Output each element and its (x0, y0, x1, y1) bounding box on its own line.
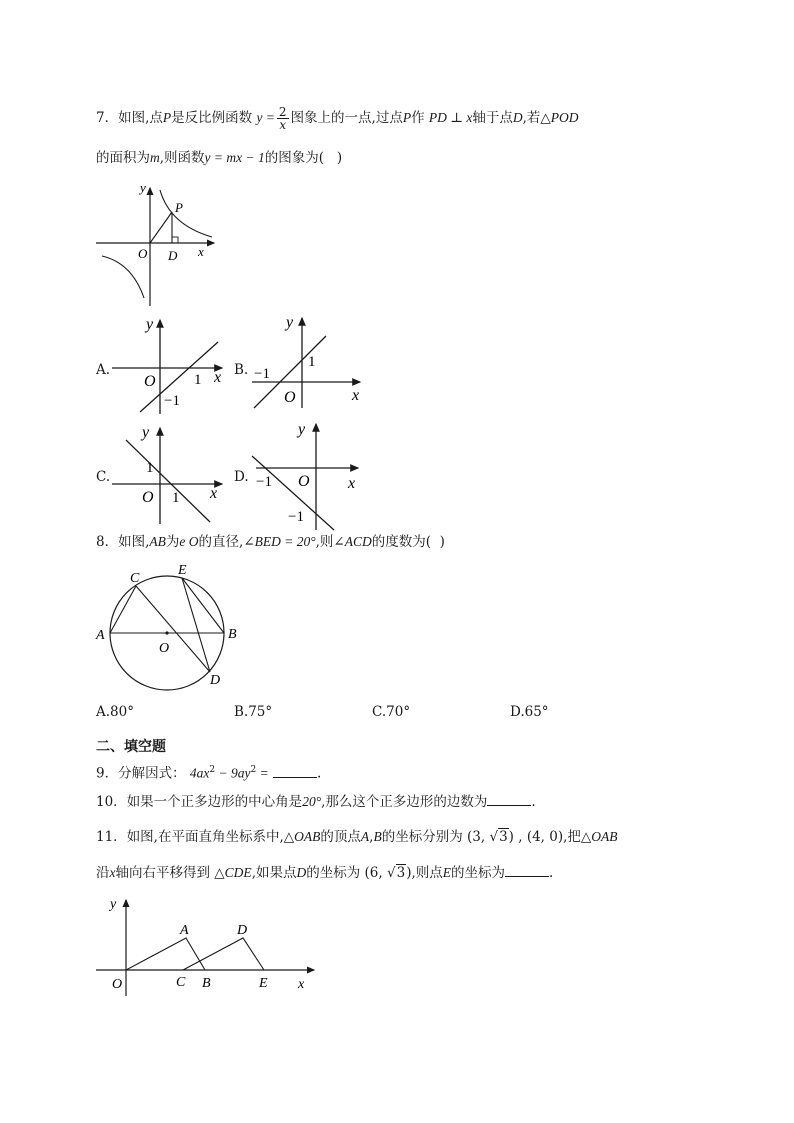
opt-a-label-neg1: −1 (164, 393, 180, 409)
q7-text-a: 如图,点 (118, 110, 163, 126)
opt-a-label-1: 1 (194, 372, 202, 388)
q7-fn2: y = mx − 1 (204, 150, 265, 165)
q7-line2-a: 的面积为 (96, 150, 150, 166)
q9-ay: ay (237, 765, 251, 781)
q11-line2-f: 的坐标为 (451, 865, 506, 881)
q11-line1: 11．如图,在平面直角坐标系中,△OAB的顶点A,B的坐标分别为 (3, √3) , (4, 0),把△OAB (96, 829, 618, 845)
q7-option-c-graph[interactable] (110, 420, 230, 526)
opt-b-label-o: O (284, 389, 296, 406)
opt-d-label-x: x (348, 475, 356, 492)
q7-option-a-label[interactable]: A. (96, 362, 111, 378)
fig7-main-figure (94, 180, 224, 310)
q7-number: 7． (96, 110, 119, 126)
opt-c-label-y: y (142, 424, 150, 441)
q11-text-a: 如图,在平面直角坐标系中, (126, 829, 284, 845)
fig11-translation-figure (94, 892, 324, 998)
q9-line (96, 760, 321, 784)
fig8-segment-ed (182, 578, 210, 672)
opt-a-label-o: O (144, 373, 156, 390)
fig11-label-e: E (259, 976, 268, 991)
q7-tri-expr: △POD (540, 110, 579, 125)
q11-number: 11． (96, 829, 127, 845)
q7-option-b-graph[interactable] (248, 310, 368, 410)
opt-c-label-x: x (210, 485, 218, 502)
q11-var-e: E (442, 865, 452, 880)
q11-tri-cde: △CDE (214, 865, 252, 880)
q11-tri-oab2: △OAB (580, 829, 618, 844)
fig11-label-a: A (180, 923, 189, 938)
q8-line1 (96, 532, 445, 552)
opt-a-label-x: x (214, 369, 222, 386)
q11-var-b: B (373, 829, 382, 844)
opt-c-label-1x: 1 (172, 490, 180, 506)
opt-d-label-o: O (298, 473, 310, 490)
q7-option-c-label[interactable]: C. (96, 469, 111, 485)
q7-line2-b: ,则函数 (159, 150, 205, 166)
fig8-segment-ac (110, 586, 136, 633)
q9-answer-blank[interactable] (273, 763, 317, 778)
fig7-op-segment (150, 212, 172, 243)
q11-comma: , (369, 829, 374, 845)
q10-line (96, 791, 536, 812)
q7-line1 (96, 106, 579, 131)
fig8-label-c: C (130, 571, 140, 586)
q8-paren-close: ) (439, 534, 445, 550)
q10-text: 如果一个正多边形的中心角是 (126, 794, 303, 810)
q9-sup1: 2 (209, 765, 216, 775)
q11-coord2: (4, 0) (526, 829, 564, 845)
q9-coef-4: 4 (189, 765, 197, 781)
q7-line2-c: 的图象为( (264, 150, 325, 166)
q7-perp-expr: PD ⊥ x (428, 110, 473, 125)
q7-line2 (96, 148, 342, 168)
fig8-segment-eb (182, 578, 224, 633)
q11-coord1-a: (3, (467, 829, 490, 845)
q7-text-e: 轴于点 (472, 110, 513, 126)
fig11-label-y: y (110, 897, 117, 912)
q11-text-d: ,把 (563, 829, 581, 845)
q8-text-a: 如图, (118, 534, 150, 550)
fig11-label-x: x (298, 977, 305, 992)
q11-var-x: x (109, 865, 116, 880)
q11-var-a: A (360, 829, 370, 844)
fig8-center-dot (165, 631, 168, 634)
fig7-right-angle (172, 237, 178, 243)
fig8-segment-cd (136, 586, 210, 672)
fig7-label-o: O (138, 246, 148, 261)
q7-frac-den: x (279, 118, 287, 132)
opt-a-label-y: y (146, 316, 154, 333)
opt-d-label-neg1x: −1 (256, 474, 272, 490)
q9-text: 分解因式： (118, 765, 186, 782)
q8-option-a[interactable]: A.80° (96, 704, 134, 720)
q11-coord3-a: (6, (364, 865, 387, 881)
q8-option-d[interactable]: D.65° (510, 704, 549, 720)
q9-sup2: 2 (250, 765, 257, 775)
q11-line2-c: ,如果点 (251, 865, 297, 881)
fig7-hyperbola-q3 (102, 256, 144, 298)
q11-line2-a: 沿 (96, 865, 110, 881)
q7-var-d: D (512, 110, 523, 125)
q11-coord3-b: ) (406, 865, 412, 881)
q7-option-a-graph[interactable] (110, 312, 230, 416)
q8-option-b[interactable]: B.75° (234, 704, 273, 720)
q7-option-d-graph[interactable] (250, 418, 370, 532)
q10-angle: 20° (302, 794, 322, 809)
q8-angle-acd: ∠ACD (333, 534, 372, 549)
opt-c-label-o: O (142, 489, 154, 506)
q7-fraction (277, 106, 289, 131)
q11-coord1-b: ) (508, 829, 514, 845)
q11-text-b: 的顶点 (320, 829, 361, 845)
fig7-label-p: P (175, 200, 183, 215)
q7-option-b-label[interactable]: B. (234, 362, 249, 378)
q7-text-b: 是反比例函数 (171, 110, 253, 126)
fig7-label-d: D (168, 248, 178, 263)
fig7-hyperbola-q1 (160, 190, 212, 237)
fig8-circle-figure (92, 558, 252, 698)
opt-b-label-x: x (352, 387, 360, 404)
fig8-label-e: E (178, 563, 187, 578)
q7-text-c: 图象上的一点,过点 (290, 110, 403, 126)
opt-c-line (126, 440, 210, 522)
q8-text-b: 为 (165, 534, 180, 550)
q7-var-p2: P (402, 110, 412, 125)
q11-answer-blank[interactable] (505, 862, 549, 877)
fig11-label-o: O (112, 977, 123, 992)
q8-text-c: 的直径, (198, 534, 244, 550)
q8-text-e: 的度数为( (371, 534, 432, 550)
q9-eq: = (256, 765, 269, 781)
fig8-label-b: B (228, 627, 237, 642)
fig8-label-o: O (159, 641, 170, 656)
q9-ax: ax (196, 765, 210, 781)
q10-text-b: ,那么这个正多边形的边数为 (321, 794, 488, 810)
q7-fn-lhs: y = (256, 110, 275, 125)
q11-coord3-rad: 3 (396, 865, 406, 881)
q8-text-d: ,则 (315, 534, 334, 550)
q8-circle-o: e O (179, 534, 199, 549)
q7-var-m: m (150, 150, 160, 165)
q11-var-d: D (296, 865, 307, 880)
q8-var-ab: AB (149, 534, 166, 549)
q11-line2: 沿x轴向右平移得到 △CDE,如果点D的坐标为 (6, √3),则点E的坐标为 . (96, 862, 553, 883)
q11-line2-d: 的坐标为 (306, 865, 361, 881)
q11-line2-e: ,则点 (411, 865, 443, 881)
q11-end: . (549, 865, 554, 881)
q9-minus9: − 9 (215, 765, 238, 781)
q10-number: 10． (96, 794, 127, 810)
fig8-label-a: A (96, 628, 105, 643)
q11-tri-oab: △OAB (283, 829, 321, 844)
q11-line2-b: 轴向右平移得到 (115, 865, 210, 881)
q8-option-c[interactable]: C.70° (372, 704, 411, 720)
opt-d-label-y: y (298, 421, 306, 438)
opt-c-label-1y: 1 (146, 460, 154, 476)
q9-number: 9． (96, 765, 119, 782)
q9-end: . (317, 765, 322, 782)
fig8-label-d: D (210, 673, 221, 688)
section-fill-in-title: 二、填空题 (96, 739, 166, 755)
q11-sep: , (513, 829, 527, 845)
q7-paren-close: ) (336, 150, 343, 166)
q7-option-d-label[interactable]: D. (234, 469, 249, 485)
q8-number: 8． (96, 534, 119, 550)
fig7-label-y: y (140, 180, 146, 195)
fig11-label-d: D (237, 923, 248, 938)
opt-b-label-1: 1 (308, 354, 316, 370)
q7-var-p: P (162, 110, 172, 125)
q11-text-c: 的坐标分别为 (381, 829, 463, 845)
opt-d-label-neg1y: −1 (288, 509, 304, 525)
q8-angle-bed: ∠BED = 20° (243, 534, 316, 549)
q7-text-d: 作 (411, 110, 425, 126)
opt-b-label-neg1: −1 (254, 366, 270, 382)
q7-frac-num: 2 (278, 105, 287, 119)
q7-text-f: ,若 (522, 110, 541, 126)
q11-coord1-rad: 3 (499, 829, 508, 845)
fig11-label-b: B (202, 976, 211, 991)
q10-answer-blank[interactable] (487, 791, 531, 806)
q10-end: . (531, 794, 536, 810)
fig11-label-c: C (176, 975, 186, 990)
opt-b-label-y: y (286, 314, 294, 331)
fig7-label-x: x (198, 244, 204, 259)
